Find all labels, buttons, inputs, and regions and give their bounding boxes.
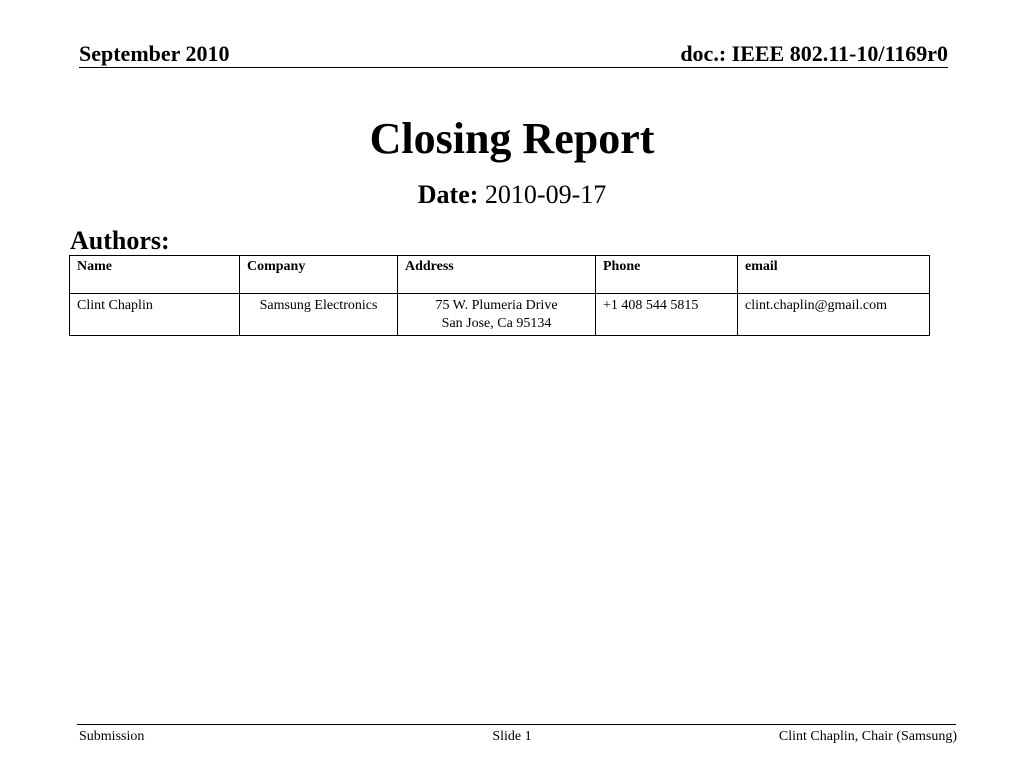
- footer-submission: Submission: [79, 729, 145, 744]
- column-header-name: Name: [70, 256, 240, 294]
- author-company: Samsung Electronics: [240, 294, 398, 336]
- date-label: Date:: [417, 180, 479, 209]
- footer-slide-number: Slide 1: [492, 729, 532, 744]
- author-address-line2: San Jose, Ca 95134: [441, 316, 552, 331]
- footer-author: Clint Chaplin, Chair (Samsung): [778, 729, 957, 744]
- header-divider: [79, 67, 948, 68]
- author-phone: +1 408 544 5815: [596, 294, 738, 336]
- date-value: 2010-09-17: [484, 180, 607, 209]
- column-header-phone: Phone: [596, 256, 738, 294]
- column-header-email: email: [738, 256, 930, 294]
- authors-label: Authors:: [70, 226, 170, 255]
- author-address: [398, 294, 596, 336]
- header-date: September 2010: [79, 41, 230, 66]
- author-address-line1: 75 W. Plumeria Drive: [435, 298, 558, 313]
- header-doc-id: doc.: IEEE 802.11-10/1169r0: [680, 41, 948, 66]
- table-header-row: [70, 256, 930, 294]
- slide-title: Closing Report: [369, 114, 655, 163]
- footer-divider: [77, 724, 956, 725]
- date-line: [0, 179, 1024, 211]
- column-header-company: Company: [240, 256, 398, 294]
- author-email: clint.chaplin@gmail.com: [738, 294, 930, 336]
- authors-table: [69, 255, 930, 336]
- author-name: Clint Chaplin: [70, 294, 240, 336]
- column-header-address: Address: [398, 256, 596, 294]
- table-row: [70, 294, 930, 336]
